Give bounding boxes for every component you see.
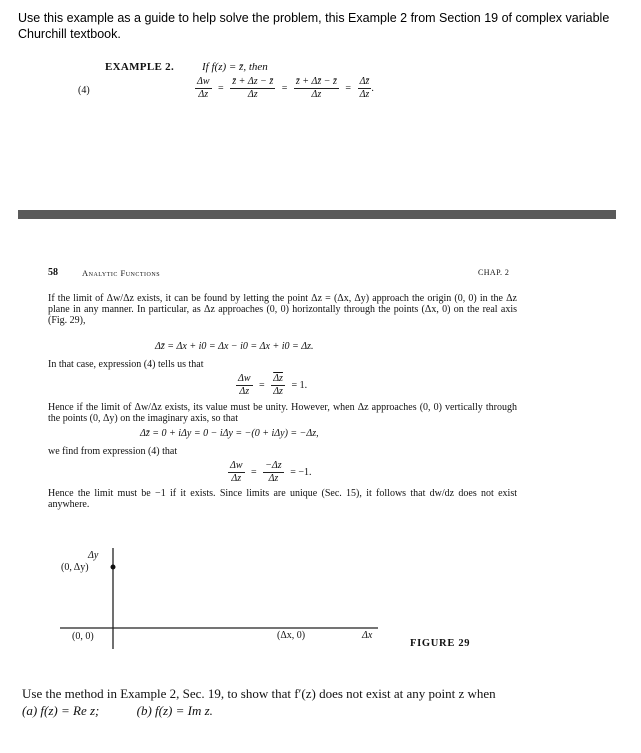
fraction-denominator: Δz: [311, 89, 322, 100]
problem-part-a: (a) f(z) = Re z;: [22, 703, 100, 718]
example-equation: $\frac{\Delta w}{\Delta z}$ = $\frac{z̄ + \Delta z - z̄}{\Delta z}$ = $\frac{z̄ + \Delta z̄ - z̄}{\Delta z}$ = $\frac{\Delta z̄}{\Delta z}$ .: [197, 76, 374, 100]
fraction-rhs: [263, 460, 284, 485]
x-axis-label: Δx: [362, 630, 373, 641]
fraction-numerator: Δz̄: [359, 76, 370, 87]
origin-label: (0, 0): [72, 631, 94, 642]
problem-parts: [22, 703, 582, 719]
problem-part-b: (b) f(z) = Im z.: [136, 703, 213, 718]
intro-text: Use this example as a guide to help solve the problem, this Example 2 from Section 19 of complex variable Churchill textbook.: [18, 11, 610, 41]
fraction-numerator: Δw: [238, 373, 251, 384]
point-vertical-dot: [111, 565, 116, 570]
paragraph-1: If the limit of Δw/Δz exists, it can be found by letting the point Δz = (Δx, Δy) approach the origin (0, 0) in the Δz plane in any manner. In particular, as Δz approaches (0, 0) horizontally through the points (Δx, 0) on the real axis (Fig. 29),: [48, 293, 517, 326]
page-number: 58: [48, 267, 58, 278]
chapter-label: CHAP. 2: [478, 268, 510, 277]
fraction-denominator: Δz: [239, 386, 250, 397]
paragraph-4: we find from expression (4) that: [48, 446, 178, 457]
equation-number: (4): [78, 85, 90, 96]
fraction-denominator: Δz: [268, 473, 279, 484]
fraction-denominator: Δz: [273, 386, 283, 397]
paragraph-2: In that case, expression (4) tells us that: [48, 359, 204, 370]
equation-horizontal: Δz̄ = Δx + i0 = Δx − i0 = Δx + i0 = Δz.: [155, 341, 314, 352]
fraction-numerator: $\overline{\Delta z}$: [273, 373, 283, 384]
example-condition: If f(z) = z̄, then: [202, 61, 268, 73]
problem-block: [22, 686, 582, 719]
fraction-numerator: z̄ + Δz − z̄: [232, 76, 274, 87]
equation-result-value: = −1.: [290, 466, 312, 478]
fraction-denominator: Δz: [231, 473, 242, 484]
fraction-step-2: [294, 76, 339, 101]
fraction-denominator: Δz: [247, 89, 258, 100]
problem-statement: Use the method in Example 2, Sec. 19, to show that f′(z) does not exist at any point z when: [22, 686, 496, 701]
fraction-step-3: [358, 76, 372, 101]
fraction-numerator: −Δz: [265, 460, 282, 471]
paragraph-5: Hence the limit must be −1 if it exists. Since limits are unique (Sec. 15), it follows that dw/dz does not exist anywhere.: [48, 488, 517, 510]
fraction-lhs: [236, 373, 253, 398]
y-axis-label: Δy: [88, 550, 99, 561]
fraction-numerator: Δw: [230, 460, 243, 471]
figure-caption: FIGURE 29: [410, 638, 471, 649]
section-divider: [18, 210, 616, 219]
point-horizontal-label: (Δx, 0): [277, 630, 306, 641]
fraction-lhs: [195, 76, 212, 101]
point-vertical-label: (0, Δy): [61, 562, 89, 573]
fraction-numerator: z̄ + Δz̄ − z̄: [295, 76, 337, 87]
example-title: EXAMPLE 2.: [105, 61, 174, 73]
fraction-denominator: Δz: [359, 89, 370, 100]
fraction-rhs: [271, 373, 285, 398]
fraction-step-1: [230, 76, 275, 101]
equation-result-2: $\frac{\Delta w}{\Delta z}$ = $\frac{-\Delta z}{\Delta z}$ = −1.: [230, 460, 312, 484]
chapter-title: Analytic Functions: [82, 268, 161, 278]
fraction-numerator: Δw: [197, 76, 210, 87]
fraction-lhs: [228, 460, 245, 485]
equation-result-value: = 1.: [291, 379, 308, 391]
fraction-denominator: Δz: [198, 89, 209, 100]
equation-result-1: $\frac{\Delta w}{\Delta z}$ = $\frac{\overline{\Delta z}}{\Delta z}$ = 1.: [238, 373, 308, 397]
equation-vertical: Δz̄ = 0 + iΔy = 0 − iΔy = −(0 + iΔy) = −Δz,: [140, 428, 319, 439]
paragraph-3: Hence if the limit of Δw/Δz exists, its value must be unity. However, when Δz approaches (0, 0) vertically through the points (0, Δy) on the imaginary axis, so that: [48, 402, 517, 424]
